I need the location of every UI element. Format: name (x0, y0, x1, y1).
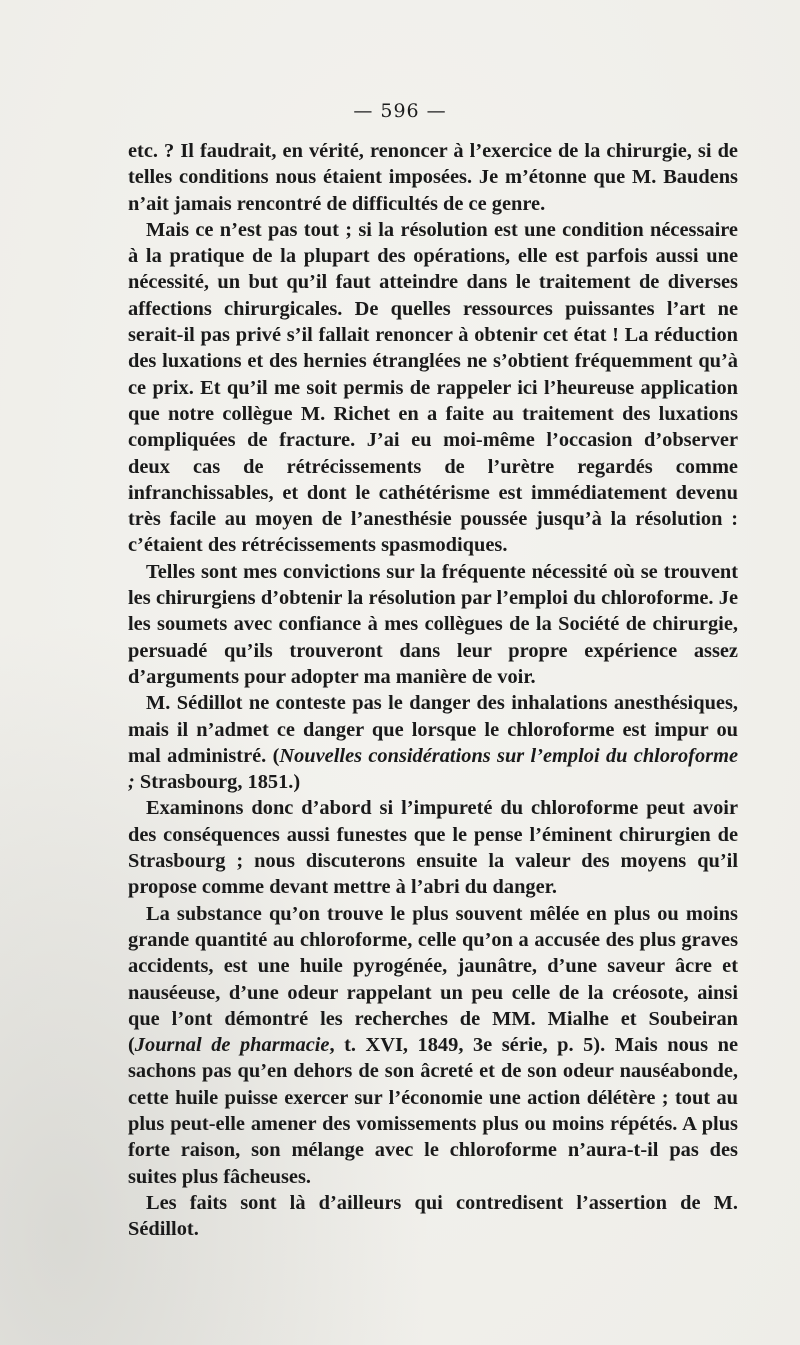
paragraph-3: Telles sont mes convictions sur la fréquente nécessité où se trouvent les chirurgiens d’obtenir la résolution par l’emploi du chloroforme. Je les soumets avec confiance à mes collègues de la Société de chirurgie, persuadé qu’ils trouveront dans leur propre expérience assez d’arguments pour adopter ma manière de voir. (128, 560, 738, 688)
paragraph-1: etc. ? Il faudrait, en vérité, renoncer à l’exercice de la chirurgie, si de telles conditions nous étaient imposées. Je m’étonne que M. Baudens n’ait jamais rencontré de difficultés de ce genre. (128, 140, 738, 215)
paragraph-4-text-start: M. Sédillot ne conteste pas le danger des inhalations anesthésiques, mais il n’admet ce danger que lorsque le chloroforme est impur ou mal administré. ( (128, 692, 738, 767)
paragraph-7: Les faits sont là d’ailleurs qui contredisent l’assertion de M. Sédillot. (128, 1191, 738, 1241)
paragraph-2: Mais ce n’est pas tout ; si la résolution est une condition nécessaire à la pratique de la plupart des opérations, elle est parfois aussi une nécessité, un but qu’il faut atteindre dans le traitement de diverses affections chirurgicales. De quelles ressources puissantes l’art ne serait-il pas privé s’il fallait renoncer à obtenir cet état ! La réduction des luxations et des hernies étranglées ne s’obtient fréquemment qu’à ce prix. Et qu’il me soit permis de rappeler ici l’heureuse application que notre collègue M. Richet en a faite au traitement des luxations compliquées de fracture. J’ai eu moi-même l’occasion d’observer deux cas de rétrécissements de l’urètre regardés comme infranchissables, et dont le cathétérisme est immédiatement devenu très facile au moyen de l’anesthésie poussée jusqu’à la résolution : c’étaient des rétrécissements spasmodiques. (128, 218, 738, 557)
paragraph-4 (128, 690, 738, 795)
paragraph-6 (128, 901, 738, 1190)
page-number: — 596 — (353, 100, 447, 122)
paragraph-6-text-start: La substance qu’on trouve le plus souvent mêlée en plus ou moins grande quantité au chloroforme, celle qu’on a accusée des plus graves accidents, est une huile pyrogénée, jaunâtre, d’une saveur âcre et nauséeuse, d’une odeur rappelant un peu celle de la créosote, ainsi que l’ont démontré les recherches de MM. Mialhe et Soubeiran ( (128, 902, 738, 1057)
body-text (128, 138, 738, 1242)
paragraph-4-text-end: Strasbourg, 1851.) (134, 771, 301, 794)
journal-title: Journal de pharmacie (134, 1034, 330, 1057)
paragraph-6-text-end: , t. XVI, 1849, 3e série, p. 5). Mais nous ne sachons pas qu’en dehors de son âcreté et de son odeur nauséabonde, cette huile puisse exercer sur l’économie une action délétère ; tout au plus peut-elle amener des vomissements plus ou moins répétés. A plus forte raison, son mélange avec le chloroforme n’aura-t-il pas des suites plus fâcheuses. (128, 1034, 739, 1188)
citation-title: Nouvelles considérations sur l’emploi du chloroforme ; (128, 744, 739, 794)
paragraph-5: Examinons donc d’abord si l’impureté du chloroforme peut avoir des conséquences aussi funestes que le pense l’éminent chirurgien de Strasbourg ; nous discuterons ensuite la valeur des moyens qu’il propose comme devant mettre à l’abri du danger. (128, 797, 738, 899)
